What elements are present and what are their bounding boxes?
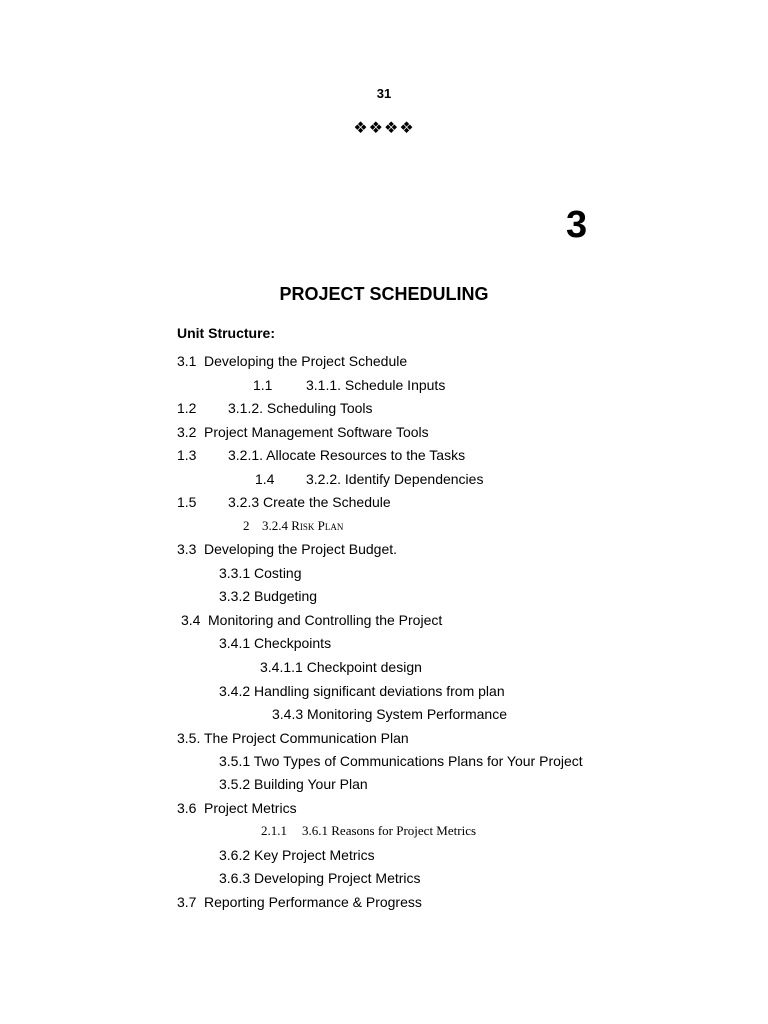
- toc-item-text: 3.4.1.1 Checkpoint design: [260, 659, 422, 675]
- toc-item-number: 2: [243, 518, 250, 533]
- toc-item-text: Project Management Software Tools: [204, 424, 429, 440]
- toc-item-number: 1.2: [177, 400, 197, 416]
- toc-item-text: 3.6.1 Reasons for Project Metrics: [302, 823, 477, 838]
- toc-item-text: 3.5.2 Building Your Plan: [219, 776, 368, 792]
- toc-item-text: 3.4.3 Monitoring System Performance: [272, 706, 507, 722]
- toc-item-number: 3.4: [181, 612, 201, 628]
- toc-item-number: 2.1.1: [261, 823, 287, 838]
- toc-item-number: 3.5.: [177, 730, 201, 746]
- chapter-title: PROJECT SCHEDULING: [279, 284, 489, 304]
- toc-item-text: 3.4.2 Handling significant deviations from plan: [219, 683, 505, 699]
- toc-item-text: 3.1.1. Schedule Inputs: [306, 377, 446, 393]
- toc-item-number: 3.7: [177, 894, 197, 910]
- toc-item-text: 3.2.2. Identify Dependencies: [306, 471, 484, 487]
- toc-item-text: 3.6.2 Key Project Metrics: [219, 847, 375, 863]
- toc-item-number: 3.2: [177, 424, 197, 440]
- toc-item-text: 3.3.2 Budgeting: [219, 588, 318, 604]
- toc-item-text: 3.2.4 Risk Plan: [262, 518, 344, 533]
- toc-item-number: 1.1: [253, 377, 273, 393]
- toc-item-text: Project Metrics: [204, 800, 297, 816]
- toc-item-text: Monitoring and Controlling the Project: [208, 612, 443, 628]
- toc-item-number: 1.5: [177, 494, 197, 510]
- toc-item-text: 3.6.3 Developing Project Metrics: [219, 870, 421, 886]
- toc-item-text: Developing the Project Schedule: [204, 353, 408, 369]
- unit-structure-heading: Unit Structure:: [177, 325, 275, 341]
- chapter-number: 3: [566, 204, 588, 246]
- toc-item-text: Reporting Performance & Progress: [204, 894, 422, 910]
- toc-item-text: Developing the Project Budget.: [204, 541, 398, 557]
- toc-item-number: 3.6: [177, 800, 197, 816]
- ornament-divider: ❖❖❖❖: [353, 118, 415, 137]
- toc-item-number: 3.3: [177, 541, 197, 557]
- toc-item-text: 3.1.2. Scheduling Tools: [228, 400, 373, 416]
- toc-item-text: 3.2.1. Allocate Resources to the Tasks: [228, 447, 466, 463]
- toc-item-text: 3.5.1 Two Types of Communications Plans for Your Project: [219, 753, 583, 769]
- toc-item-number: 1.4: [255, 471, 275, 487]
- toc-item-text: 3.4.1 Checkpoints: [219, 635, 332, 651]
- toc-item-text: 3.2.3 Create the Schedule: [228, 494, 391, 510]
- toc-item-number: 3.1: [177, 353, 197, 369]
- toc-item-number: 1.3: [177, 447, 197, 463]
- toc-item-text: 3.3.1 Costing: [219, 565, 302, 581]
- page-number: 31: [376, 86, 392, 101]
- toc-item-text: The Project Communication Plan: [204, 730, 409, 746]
